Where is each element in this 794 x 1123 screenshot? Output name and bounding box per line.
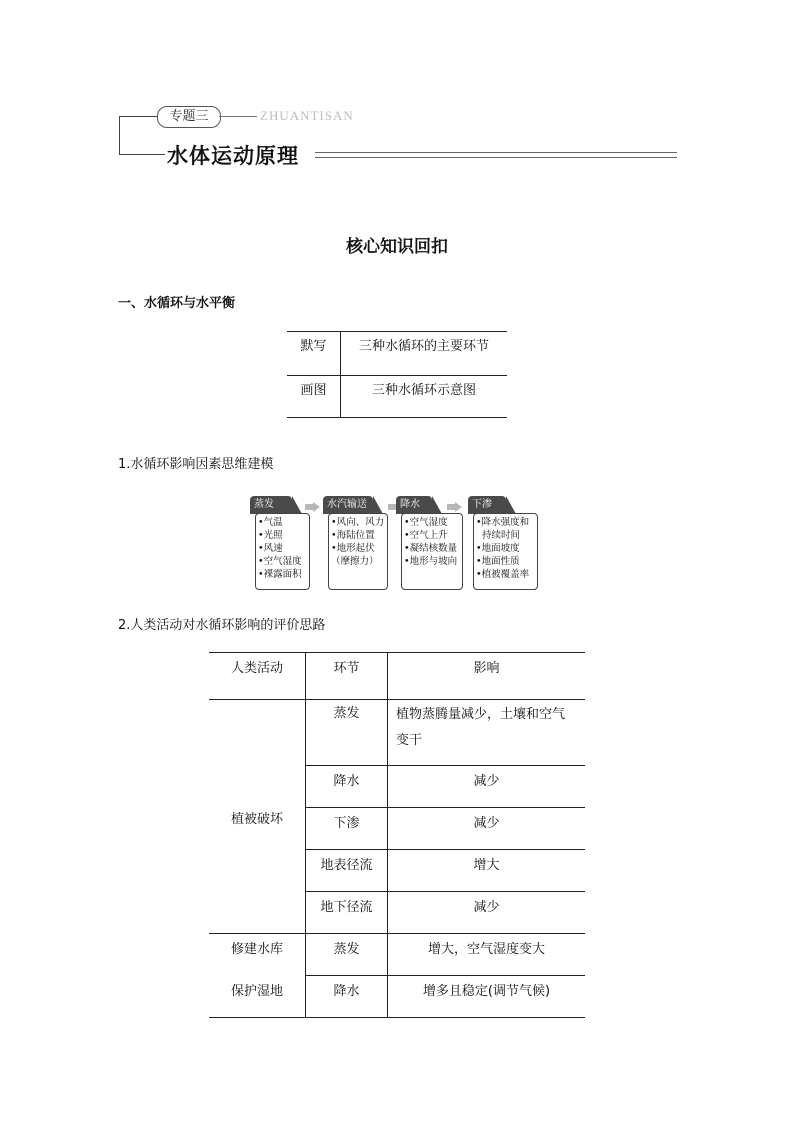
list-item: •植被覆盖率 [476,569,530,580]
table-cell: 三种水循环示意图 [341,376,508,418]
page-title: 水体运动原理 [167,144,299,168]
table-cell: 蒸发 [306,934,388,976]
table-cell: 地表径流 [306,850,388,892]
table-row [287,332,507,376]
human-impact-table [209,652,585,1018]
flow-node-title: 水汽输送 [323,496,373,514]
table-cell: 增大，空气湿度变大 [388,934,586,976]
flow-node-title: 降水 [396,496,432,514]
water-cycle-factor-diagram [250,496,542,592]
list-item: •海陆位置 [331,530,375,541]
list-item: •地面性质 [476,556,520,567]
table-cell: 减少 [388,766,586,808]
table-row [287,376,507,418]
chapter-banner [0,0,794,180]
column-header: 影响 [388,653,586,700]
list-item: •气温 [258,517,283,528]
list-item: •空气上升 [404,530,448,541]
flow-node-list [255,513,310,590]
recall-table [287,331,507,418]
table-row [209,976,585,1018]
cell-text-line: 变干 [396,733,423,748]
table-cell: 下渗 [306,808,388,850]
list-item: •地面坡度 [476,543,520,554]
bracket-line [119,116,157,117]
flow-node-title: 蒸发 [250,496,292,514]
table-cell: 三种水循环的主要环节 [341,332,508,376]
table-cell: 增大 [388,850,586,892]
table-cell: 保护湿地 [209,976,306,1018]
list-item: •降水强度和 [476,517,530,528]
table-cell: 减少 [388,808,586,850]
part2-heading: 1.水循环影响因素思维建模 [118,457,274,472]
table-cell: 增多且稳定(调节气候) [388,976,586,1018]
bracket-line [119,154,165,155]
list-item: •风速 [258,543,283,554]
part1-heading: 一、水循环与水平衡 [118,296,236,311]
list-item: •光照 [258,530,283,541]
table-cell [388,700,586,766]
flow-node-list [328,513,388,590]
cell-text-line: 植物蒸腾量减少，土壤和空气 [396,707,566,722]
divider [219,116,257,117]
list-item: •地形与坡向 [404,556,458,567]
table-cell: 默写 [287,332,341,376]
table-cell: 画图 [287,376,341,418]
list-item: •空气湿度 [258,556,302,567]
list-item: 持续时间 [476,530,521,541]
table-row [209,700,585,766]
topic-label: 专题三 [157,106,221,128]
bracket-line [119,116,120,154]
list-item: •地形起伏 [331,543,375,554]
list-item: •凝结核数量 [404,543,458,554]
part3-heading: 2.人类活动对水循环影响的评价思路 [118,618,326,633]
table-cell: 降水 [306,976,388,1018]
list-item: •裸露面积 [258,569,302,580]
topic-pinyin: ZHUANTISAN [260,108,354,123]
list-item: •空气湿度 [404,517,448,528]
table-cell: 地下径流 [306,892,388,934]
table-cell: 减少 [388,892,586,934]
table-row [209,934,585,976]
list-item: （摩擦力） [331,556,379,567]
column-header: 环节 [306,653,388,700]
flow-node-title: 下渗 [468,496,506,514]
flow-node-list [473,513,538,590]
section-title: 核心知识回扣 [346,237,448,257]
table-cell: 蒸发 [306,700,388,766]
column-header: 人类活动 [209,653,306,700]
title-rule [315,152,677,158]
table-header-row [209,653,585,700]
table-cell: 植被破坏 [209,700,306,934]
table-cell: 降水 [306,766,388,808]
flow-node-list [401,513,463,590]
list-item: •风向、风力 [331,517,385,528]
table-cell: 修建水库 [209,934,306,976]
